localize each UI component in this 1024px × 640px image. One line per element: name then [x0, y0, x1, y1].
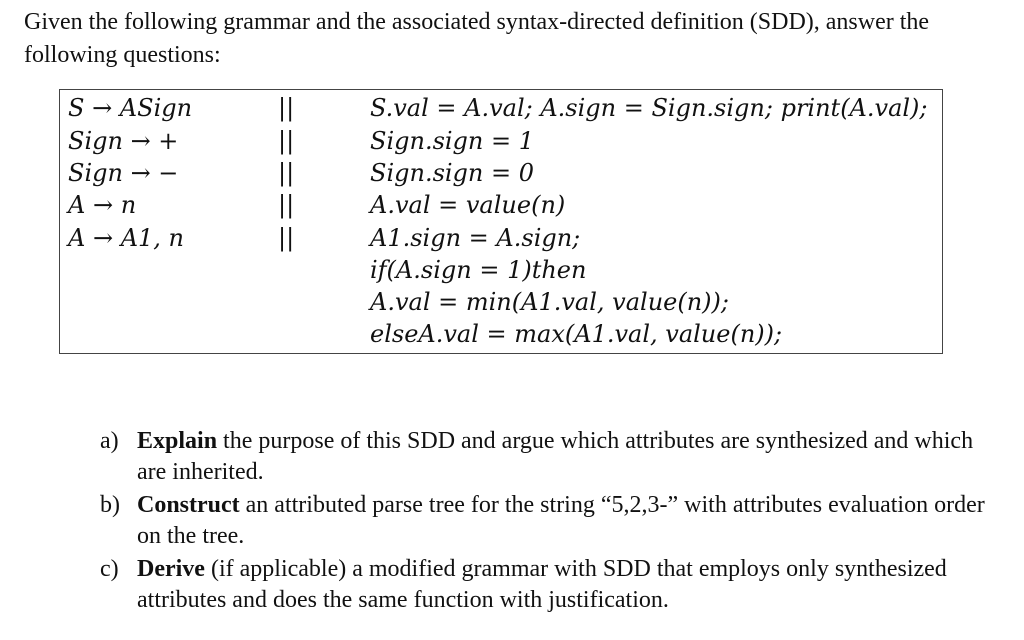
question-keyword: Explain: [137, 428, 218, 454]
intro-paragraph: Given the following grammar and the associated syntax-directed definition (SDD), answer the following questions:: [24, 9, 930, 68]
semantic-rule: elseA.val = max(A1.val, value(n));: [370, 320, 783, 348]
semantic-rule: A.val = min(A1.val, value(n));: [370, 288, 729, 316]
production: S → ASign: [68, 94, 193, 122]
question-item: [100, 426, 1000, 488]
question-keyword: Derive: [137, 556, 205, 582]
question-label: b): [100, 492, 120, 518]
production: A → n: [68, 191, 137, 219]
production: Sign → −: [68, 159, 179, 187]
separator: ||: [278, 159, 295, 187]
separator: ||: [278, 127, 295, 155]
separator: ||: [278, 224, 295, 252]
semantic-rule: Sign.sign = 1: [370, 127, 535, 155]
production: A → A1, n: [68, 224, 185, 252]
question-text: the purpose of this SDD and argue which attributes are synthesized and which are inherited.: [137, 428, 974, 485]
separator: ||: [278, 94, 295, 122]
question-item: [100, 490, 1000, 552]
question-keyword: Construct: [137, 492, 240, 518]
semantic-rule: if(A.sign = 1)then: [370, 256, 587, 284]
question-label: c): [100, 556, 119, 582]
semantic-rule: S.val = A.val; A.sign = Sign.sign; print(A.val);: [370, 94, 928, 122]
question-label: a): [100, 428, 119, 454]
question-item: [100, 554, 1000, 616]
question-text: (if applicable) a modified grammar with SDD that employs only synthesized attributes and does the same function with justification.: [137, 556, 947, 613]
semantic-rule: A.val = value(n): [370, 191, 566, 219]
semantic-rule: Sign.sign = 0: [370, 159, 535, 187]
semantic-rule: A1.sign = A.sign;: [370, 224, 581, 252]
separator: ||: [278, 191, 295, 219]
question-list: [100, 426, 1000, 618]
sdd-table: [59, 89, 943, 354]
question-text: an attributed parse tree for the string “5,2,3-” with attributes evaluation order on the tree.: [137, 492, 985, 549]
production: Sign → +: [68, 127, 179, 155]
